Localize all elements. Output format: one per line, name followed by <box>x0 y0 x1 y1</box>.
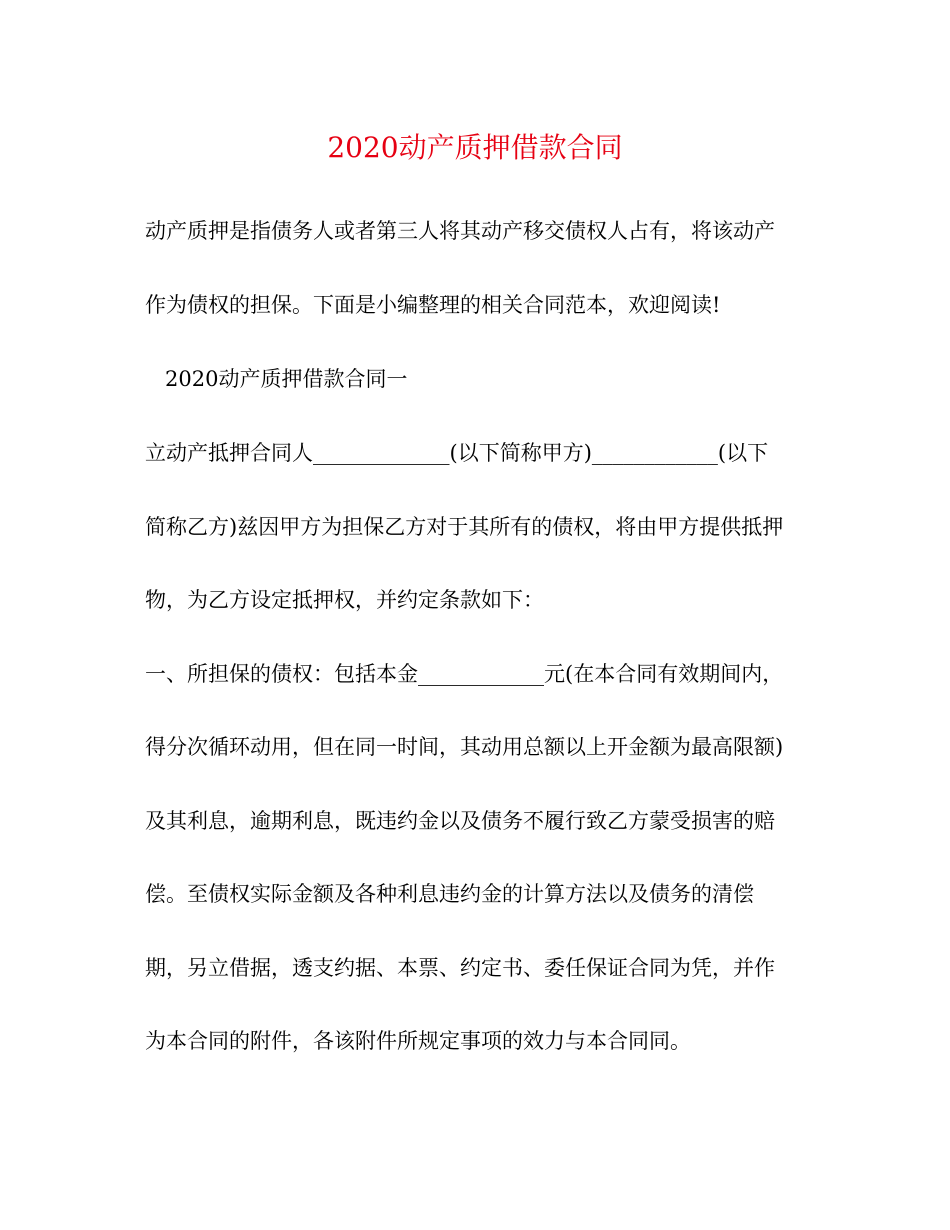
paragraph-line-11: 期，另立借据，透支约据、本票、约定书、委任保证合同为凭，并作 <box>145 956 775 980</box>
paragraph-line-1: 动产质押是指债务人或者第三人将其动产移交债权人占有，将该动产 <box>145 219 775 243</box>
paragraph-line-9: 及其利息，逾期利息，既违约金以及债务不履行致乙方蒙受损害的赔 <box>145 809 775 833</box>
paragraph-line-4: 立动产抵押合同人_____________(以下简称甲方)____________(以下 <box>145 441 769 465</box>
paragraph-line-12: 为本合同的附件，各该附件所规定事项的效力与本合同同。 <box>145 1029 691 1053</box>
paragraph-line-6: 物，为乙方设定抵押权，并约定条款如下： <box>145 588 544 612</box>
section-heading: 2020动产质押借款合同一 <box>165 367 408 391</box>
paragraph-line-2: 作为债权的担保。下面是小编整理的相关合同范本，欢迎阅读! <box>145 293 721 317</box>
paragraph-line-8: 得分次循环动用，但在同一时间，其动用总额以上开金额为最高限额) <box>145 735 784 759</box>
document-title: 2020动产质押借款合同 <box>327 131 623 164</box>
paragraph-line-7: 一、所担保的债权：包括本金____________元(在本合同有效期间内， <box>145 662 784 686</box>
paragraph-line-5: 简称乙方)兹因甲方为担保乙方对于其所有的债权，将由甲方提供抵押 <box>145 515 784 539</box>
paragraph-line-10: 偿。至债权实际金额及各种利息违约金的计算方法以及债务的清偿 <box>145 882 754 906</box>
